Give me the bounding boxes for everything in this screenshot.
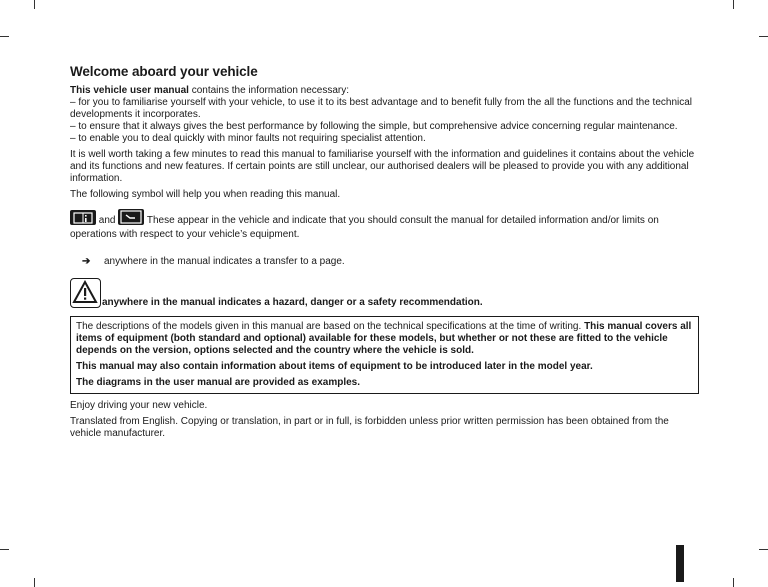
crop-mark-bottom-left bbox=[34, 578, 35, 587]
section-tab-marker bbox=[676, 545, 684, 582]
intro-paragraph bbox=[70, 85, 700, 97]
paragraph-read-manual: It is well worth taking a few minutes to read this manual to familiarise yourself with the information and guidelines it contains about the vehicle and its functions and new features. If certain points are still unclear, our authorised dealers will be pleased to provide you with any additional information. bbox=[70, 149, 695, 184]
crop-mark-top-left bbox=[34, 0, 35, 9]
warning-triangle-icon bbox=[70, 278, 101, 308]
notice-box bbox=[70, 316, 699, 394]
arrow-line bbox=[70, 256, 700, 268]
manual-screen-icon bbox=[118, 209, 144, 225]
arrow-description: anywhere in the manual indicates a transfer to a page. bbox=[104, 256, 345, 267]
arrow-right-icon: ➔ bbox=[82, 256, 91, 267]
crop-mark-left-bottom bbox=[0, 549, 9, 550]
notice-p1-normal: The descriptions of the models given in this manual are based on the technical specifications at the time of writing. bbox=[76, 321, 585, 332]
page-title: Welcome aboard your vehicle bbox=[70, 64, 258, 79]
closing-enjoy: Enjoy driving your new vehicle. bbox=[70, 400, 208, 411]
crop-mark-right-top bbox=[759, 36, 768, 37]
bullet-item: – to ensure that it always gives the best performance by following the simple, but comprehensive advice concerning regular maintenance. bbox=[70, 121, 678, 132]
closing-copyright: Translated from English. Copying or translation, in part or in full, is forbidden unless prior written permission has been obtained from the vehicle manufacturer. bbox=[70, 416, 669, 439]
symbols-line bbox=[70, 209, 700, 242]
notice-paragraph-2: This manual may also contain information about items of equipment to be introduced later in the model year. bbox=[76, 361, 593, 372]
bullet-item: – for you to familiarise yourself with your vehicle, to use it to its best advantage and to benefit fully from the all the functions and the technical developments it incorporates. bbox=[70, 97, 693, 120]
crop-mark-top-right bbox=[733, 0, 734, 9]
intro-bold: This vehicle user manual bbox=[70, 85, 189, 96]
bullet-item: – to enable you to deal quickly with minor faults not requiring specialist attention. bbox=[70, 133, 426, 144]
symbols-description: These appear in the vehicle and indicate that you should consult the manual for detailed information and/or limits on operations with respect to your vehicle’s equipment. bbox=[70, 215, 659, 240]
paragraph-symbols-intro: The following symbol will help you when reading this manual. bbox=[70, 189, 341, 200]
manual-page bbox=[70, 64, 700, 440]
crop-mark-left-top bbox=[0, 36, 9, 37]
warning-description: anywhere in the manual indicates a hazard, danger or a safety recommendation. bbox=[102, 297, 483, 308]
intro-rest: contains the information necessary: bbox=[188, 85, 350, 96]
manual-book-icon bbox=[70, 210, 96, 225]
crop-mark-right-bottom bbox=[759, 549, 768, 550]
warning-line bbox=[70, 278, 700, 308]
and-text: and bbox=[98, 215, 116, 226]
notice-p1-bold: This manual covers all items of equipment (both standard and optional) available for these models, but whether or not these are fitted to the vehicle depends on the version, options selected and the country where the vehicle is sold. bbox=[76, 321, 692, 356]
crop-mark-bottom-right bbox=[733, 578, 734, 587]
notice-paragraph-3: The diagrams in the user manual are provided as examples. bbox=[76, 377, 360, 388]
notice-paragraph-1 bbox=[76, 321, 694, 357]
